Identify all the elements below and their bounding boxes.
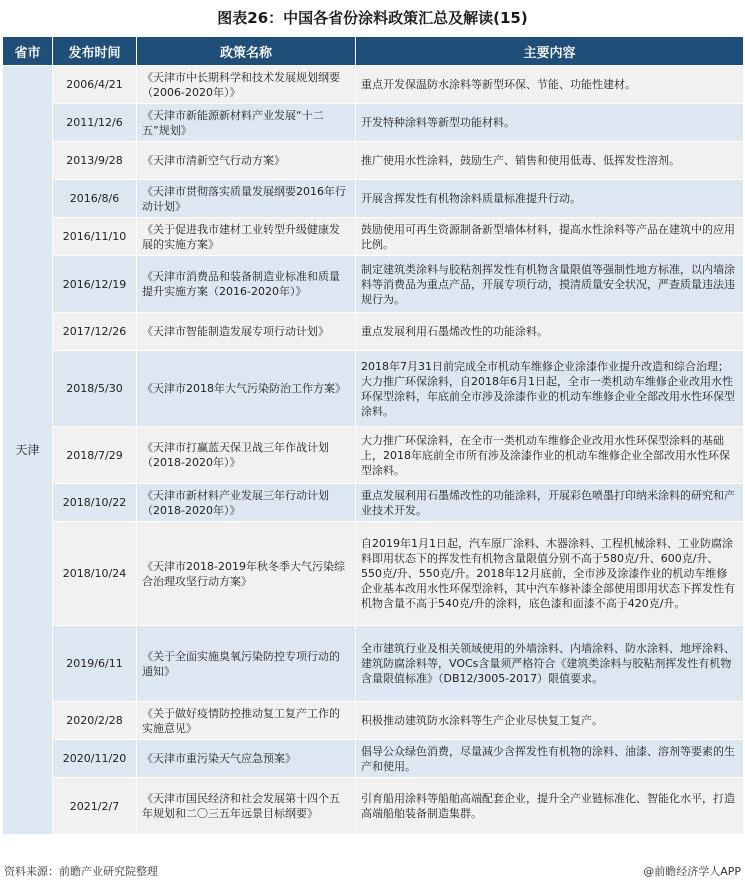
policy-name-cell: 《天津市贯彻落实质量发展纲要2016年行动计划》 bbox=[137, 180, 356, 218]
policy-name-cell: 《天津市新能源新材料产业发展“十二五”规划》 bbox=[137, 104, 356, 142]
content-cell: 开展含挥发性有机物涂料质量标准提升行动。 bbox=[356, 180, 744, 218]
table-row bbox=[3, 351, 744, 427]
header-policy-name: 政策名称 bbox=[137, 37, 356, 66]
table-row bbox=[3, 218, 744, 256]
table-row bbox=[3, 522, 744, 626]
content-cell: 大力推广环保涂料，在全市一类机动车维修企业改用水性环保型涂料的基础上，2018年底前全市所有涉及涂漆作业的机动车维修企业全部改用水性环保型涂料。 bbox=[356, 427, 744, 484]
table-row bbox=[3, 740, 744, 778]
policy-name-cell: 《天津市重污染天气应急预案》 bbox=[137, 740, 356, 778]
date-cell: 2013/9/28 bbox=[53, 142, 137, 180]
policy-name-cell: 《天津市清新空气行动方案》 bbox=[137, 142, 356, 180]
content-cell: 制定建筑类涂料与胶粘剂挥发性有机物含量限值等强制性地方标准，以内墙涂料等消费品为重点产品，开展专项行动，摸清质量安全状况，严查质量违法违规行为。 bbox=[356, 256, 744, 313]
date-cell: 2018/10/24 bbox=[53, 522, 137, 626]
date-cell: 2021/2/7 bbox=[53, 778, 137, 835]
table-row bbox=[3, 702, 744, 740]
policy-name-cell: 《天津市打赢蓝天保卫战三年作战计划（2018-2020年）》 bbox=[137, 427, 356, 484]
table-row bbox=[3, 313, 744, 351]
policy-name-cell: 《天津市国民经济和社会发展第十四个五年规划和二〇三五年远景目标纲要》 bbox=[137, 778, 356, 835]
content-cell: 鼓励使用可再生资源制备新型墙体材料，提高水性涂料等产品在建筑中的应用比例。 bbox=[356, 218, 744, 256]
date-cell: 2018/5/30 bbox=[53, 351, 137, 427]
date-cell: 2020/2/28 bbox=[53, 702, 137, 740]
source-note: 资料来源：前瞻产业研究院整理 bbox=[4, 865, 158, 878]
date-cell: 2018/7/29 bbox=[53, 427, 137, 484]
content-cell: 全市建筑行业及相关领域使用的外墙涂料、内墙涂料、防水涂料、地坪涂料、建筑防腐涂料等，VOCs含量须严格符合《建筑类涂料与胶粘剂挥发性有机物含量限值标准》（DB12/3005-2017）限值要求。 bbox=[356, 626, 744, 702]
content-cell: 引育船用涂料等船舶高端配套企业，提升全产业链标准化、智能化水平，打造高端船舶装备制造集群。 bbox=[356, 778, 744, 835]
table-row bbox=[3, 104, 744, 142]
policy-table bbox=[2, 36, 744, 835]
policy-name-cell: 《关于全面实施臭氧污染防控专项行动的通知》 bbox=[137, 626, 356, 702]
content-cell: 重点开发保温防水涂料等新型环保、节能、功能性建材。 bbox=[356, 66, 744, 104]
table-row bbox=[3, 484, 744, 522]
content-cell: 重点发展利用石墨烯改性的功能涂料，开展彩色喷墨打印纳米涂料的研究和产业技术开发。 bbox=[356, 484, 744, 522]
date-cell: 2018/10/22 bbox=[53, 484, 137, 522]
table-row bbox=[3, 66, 744, 104]
footer bbox=[4, 858, 741, 884]
table-row bbox=[3, 778, 744, 835]
date-cell: 2016/11/10 bbox=[53, 218, 137, 256]
table-row bbox=[3, 142, 744, 180]
table-row bbox=[3, 180, 744, 218]
brand-label: @前瞻经济学人APP bbox=[643, 865, 741, 878]
policy-name-cell: 《天津市中长期科学和技术发展规划纲要（2006-2020年）》 bbox=[137, 66, 356, 104]
content-cell: 2018年7月31日前完成全市机动车维修企业涂漆作业提升改造和综合治理；大力推广环保涂料，自2018年6月1日起，全市一类机动车维修企业改用水性环保型涂料，年底前全市涉及涂漆作业的机动车维修企业全部改用水性环保型涂料。 bbox=[356, 351, 744, 427]
content-cell: 倡导公众绿色消费，尽量减少含挥发性有机物的涂料、油漆、溶剂等要素的生产和使用。 bbox=[356, 740, 744, 778]
table-row bbox=[3, 256, 744, 313]
content-cell: 积极推动建筑防水涂料等生产企业尽快复工复产。 bbox=[356, 702, 744, 740]
content-cell: 推广使用水性涂料，鼓励生产、销售和使用低毒、低挥发性溶剂。 bbox=[356, 142, 744, 180]
header-date: 发布时间 bbox=[53, 37, 137, 66]
header-province: 省市 bbox=[3, 37, 53, 66]
policy-name-cell: 《天津市新材料产业发展三年行动计划（2018-2020年）》 bbox=[137, 484, 356, 522]
date-cell: 2019/6/11 bbox=[53, 626, 137, 702]
date-cell: 2016/12/19 bbox=[53, 256, 137, 313]
table-header-row bbox=[3, 37, 744, 66]
date-cell: 2011/12/6 bbox=[53, 104, 137, 142]
policy-name-cell: 《关于促进我市建材工业转型升级健康发展的实施方案》 bbox=[137, 218, 356, 256]
policy-name-cell: 《天津市消费品和装备制造业标准和质量提升实施方案（2016-2020年）》 bbox=[137, 256, 356, 313]
date-cell: 2006/4/21 bbox=[53, 66, 137, 104]
date-cell: 2017/12/26 bbox=[53, 313, 137, 351]
policy-name-cell: 《关于做好疫情防控推动复工复产工作的实施意见》 bbox=[137, 702, 356, 740]
date-cell: 2020/11/20 bbox=[53, 740, 137, 778]
table-row bbox=[3, 626, 744, 702]
province-cell: 天津 bbox=[3, 66, 53, 835]
table-row bbox=[3, 427, 744, 484]
content-cell: 自2019年1月1日起，汽车原厂涂料、木器涂料、工程机械涂料、工业防腐涂料即用状态下的挥发性有机物含量限值分别不高于580克/升、600克/升、550克/升、550克/升。2018年12月底前，全市涉及涂漆作业的机动车维修企业基本改用水性环保型涂料，其中汽车修补漆全部使用即用状态下挥发性有机物含量不高于540克/升的涂料，底色漆和面漆不高于420克/升。 bbox=[356, 522, 744, 626]
content-cell: 开发特种涂料等新型功能材料。 bbox=[356, 104, 744, 142]
table-body bbox=[3, 66, 744, 835]
policy-name-cell: 《天津市2018-2019年秋冬季大气污染综合治理攻坚行动方案》 bbox=[137, 522, 356, 626]
policy-name-cell: 《天津市2018年大气污染防治工作方案》 bbox=[137, 351, 356, 427]
header-content: 主要内容 bbox=[356, 37, 744, 66]
date-cell: 2016/8/6 bbox=[53, 180, 137, 218]
page-title: 图表26：中国各省份涂料政策汇总及解读(15) bbox=[217, 9, 528, 27]
content-cell: 重点发展利用石墨烯改性的功能涂料。 bbox=[356, 313, 744, 351]
policy-name-cell: 《天津市智能制造发展专项行动计划》 bbox=[137, 313, 356, 351]
